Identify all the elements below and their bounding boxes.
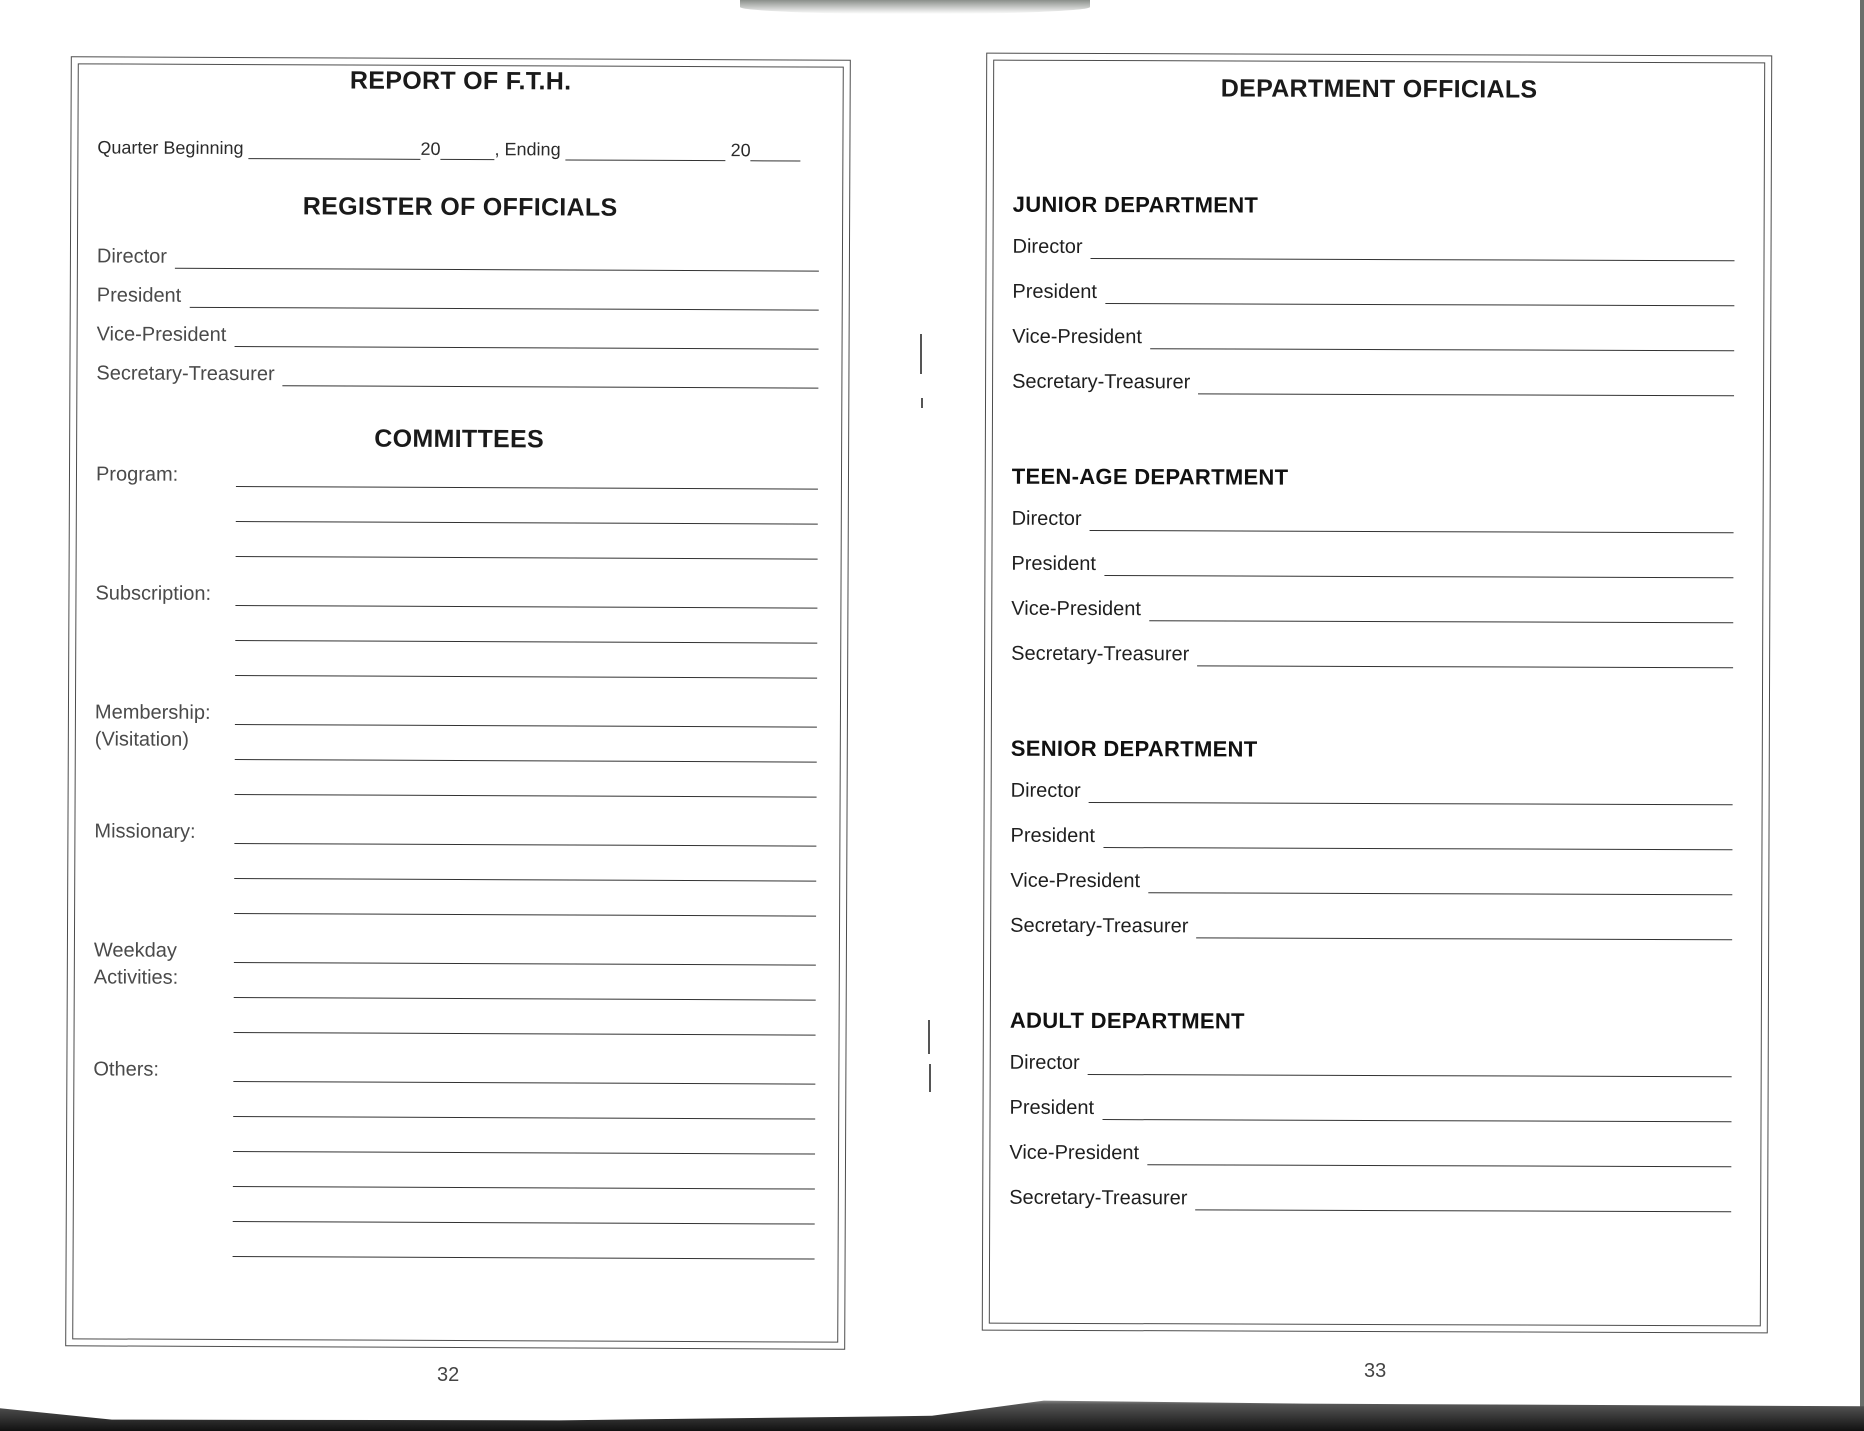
department-field-label: Vice-President bbox=[1011, 597, 1142, 621]
official-blank-line[interactable] bbox=[234, 332, 818, 350]
department-field bbox=[1010, 1097, 1732, 1123]
official-label: Director bbox=[96, 245, 168, 268]
department-officials-title: DEPARTMENT OFFICIALS bbox=[1220, 74, 1538, 104]
department-field bbox=[1011, 780, 1733, 806]
department-field bbox=[1010, 915, 1732, 941]
quarter-year-2-blank[interactable] bbox=[751, 142, 801, 161]
department-blank-line[interactable] bbox=[1088, 1060, 1732, 1077]
committee-label: Program: bbox=[95, 463, 179, 486]
department-field-label: Secretary-Treasurer bbox=[1009, 1186, 1188, 1210]
official-label: President bbox=[96, 284, 182, 307]
department-blank-line[interactable] bbox=[1198, 379, 1734, 396]
department-field-label: Director bbox=[1009, 1051, 1080, 1074]
official-field-president bbox=[97, 284, 819, 310]
department-title: JUNIOR DEPARTMENT bbox=[1012, 191, 1259, 218]
department-field bbox=[1013, 236, 1735, 262]
register-heading: REGISTER OF OFFICIALS bbox=[302, 192, 618, 222]
report-title: REPORT OF F.T.H. bbox=[349, 66, 572, 96]
department-field bbox=[1010, 870, 1732, 896]
quarter-year-1-blank[interactable] bbox=[441, 141, 495, 160]
department-field bbox=[1009, 1142, 1731, 1168]
official-label: Vice-President bbox=[96, 323, 227, 346]
department-blank-line[interactable] bbox=[1195, 1195, 1731, 1212]
quarter-ending-label: , Ending bbox=[494, 139, 561, 160]
left-page-frame bbox=[65, 56, 851, 1349]
department-blank-line[interactable] bbox=[1104, 561, 1734, 578]
official-field-secretary-treasurer bbox=[96, 362, 818, 388]
page-number-left: 32 bbox=[437, 1364, 460, 1386]
committee-label: Missionary: bbox=[94, 820, 196, 843]
department-field bbox=[1010, 825, 1732, 851]
department-field-label: Secretary-Treasurer bbox=[1010, 914, 1189, 938]
department-blank-line[interactable] bbox=[1089, 788, 1733, 805]
committee-label: Subscription: bbox=[95, 582, 212, 605]
committee-label: Others: bbox=[93, 1058, 160, 1081]
department-blank-line[interactable] bbox=[1091, 244, 1735, 261]
department-field bbox=[1011, 598, 1733, 624]
department-field-label: President bbox=[1009, 1096, 1095, 1120]
quarter-beginning-label: Quarter Beginning bbox=[97, 137, 244, 159]
department-blank-line[interactable] bbox=[1102, 1105, 1732, 1122]
binding-mark bbox=[929, 1064, 931, 1092]
official-field-vice-president bbox=[97, 323, 819, 349]
department-field-label: Vice-President bbox=[1012, 325, 1142, 349]
official-blank-line[interactable] bbox=[175, 254, 819, 272]
department-title: SENIOR DEPARTMENT bbox=[1010, 735, 1258, 762]
department-blank-line[interactable] bbox=[1197, 651, 1733, 668]
book-top-shadow bbox=[740, 0, 1090, 14]
department-field bbox=[1012, 371, 1734, 397]
department-title: TEEN-AGE DEPARTMENT bbox=[1011, 463, 1289, 490]
committees-heading: COMMITTEES bbox=[374, 424, 545, 454]
department-field bbox=[1009, 1187, 1731, 1213]
official-label: Secretary-Treasurer bbox=[96, 362, 275, 386]
department-field-label: President bbox=[1011, 552, 1096, 576]
department-field bbox=[1010, 1052, 1732, 1078]
department-field-label: Vice-President bbox=[1010, 869, 1141, 893]
department-field bbox=[1012, 326, 1734, 352]
book-bottom-edge bbox=[0, 1393, 1864, 1431]
department-field bbox=[1011, 553, 1733, 579]
quarter-year-prefix-2: 20 bbox=[730, 140, 751, 161]
page-number-right: 33 bbox=[1364, 1360, 1387, 1382]
department-blank-line[interactable] bbox=[1103, 833, 1733, 850]
official-field-director bbox=[97, 245, 819, 271]
department-field-label: Director bbox=[1011, 507, 1082, 530]
book-right-edge bbox=[1860, 0, 1864, 1431]
department-field-label: Vice-President bbox=[1009, 1141, 1140, 1165]
department-field-label: President bbox=[1012, 280, 1097, 304]
department-title: ADULT DEPARTMENT bbox=[1009, 1007, 1245, 1034]
right-page-frame bbox=[982, 53, 1772, 1334]
department-field bbox=[1012, 508, 1734, 534]
department-field-label: Director bbox=[1010, 779, 1081, 802]
binding-mark bbox=[928, 1020, 930, 1054]
quarter-line bbox=[97, 137, 800, 161]
department-blank-line[interactable] bbox=[1196, 923, 1732, 940]
official-blank-line[interactable] bbox=[189, 293, 819, 311]
quarter-ending-blank[interactable] bbox=[566, 141, 726, 161]
department-blank-line[interactable] bbox=[1148, 878, 1732, 895]
official-blank-line[interactable] bbox=[283, 371, 819, 388]
binding-mark bbox=[921, 398, 923, 408]
department-blank-line[interactable] bbox=[1149, 606, 1733, 623]
committee-label: Membership: (Visitation) bbox=[94, 701, 211, 751]
department-field bbox=[1011, 643, 1733, 669]
department-field bbox=[1012, 281, 1734, 307]
quarter-year-prefix-1: 20 bbox=[420, 138, 441, 159]
department-field-label: Secretary-Treasurer bbox=[1012, 370, 1191, 394]
department-blank-line[interactable] bbox=[1147, 1150, 1731, 1167]
department-field-label: President bbox=[1010, 824, 1096, 848]
quarter-beginning-blank[interactable] bbox=[248, 140, 420, 160]
department-blank-line[interactable] bbox=[1150, 334, 1734, 351]
committee-label: Weekday Activities: bbox=[93, 939, 179, 989]
department-blank-line[interactable] bbox=[1105, 289, 1735, 306]
department-blank-line[interactable] bbox=[1090, 516, 1734, 533]
department-field-label: Secretary-Treasurer bbox=[1011, 642, 1190, 666]
department-field-label: Director bbox=[1012, 235, 1083, 258]
binding-mark bbox=[920, 334, 922, 374]
